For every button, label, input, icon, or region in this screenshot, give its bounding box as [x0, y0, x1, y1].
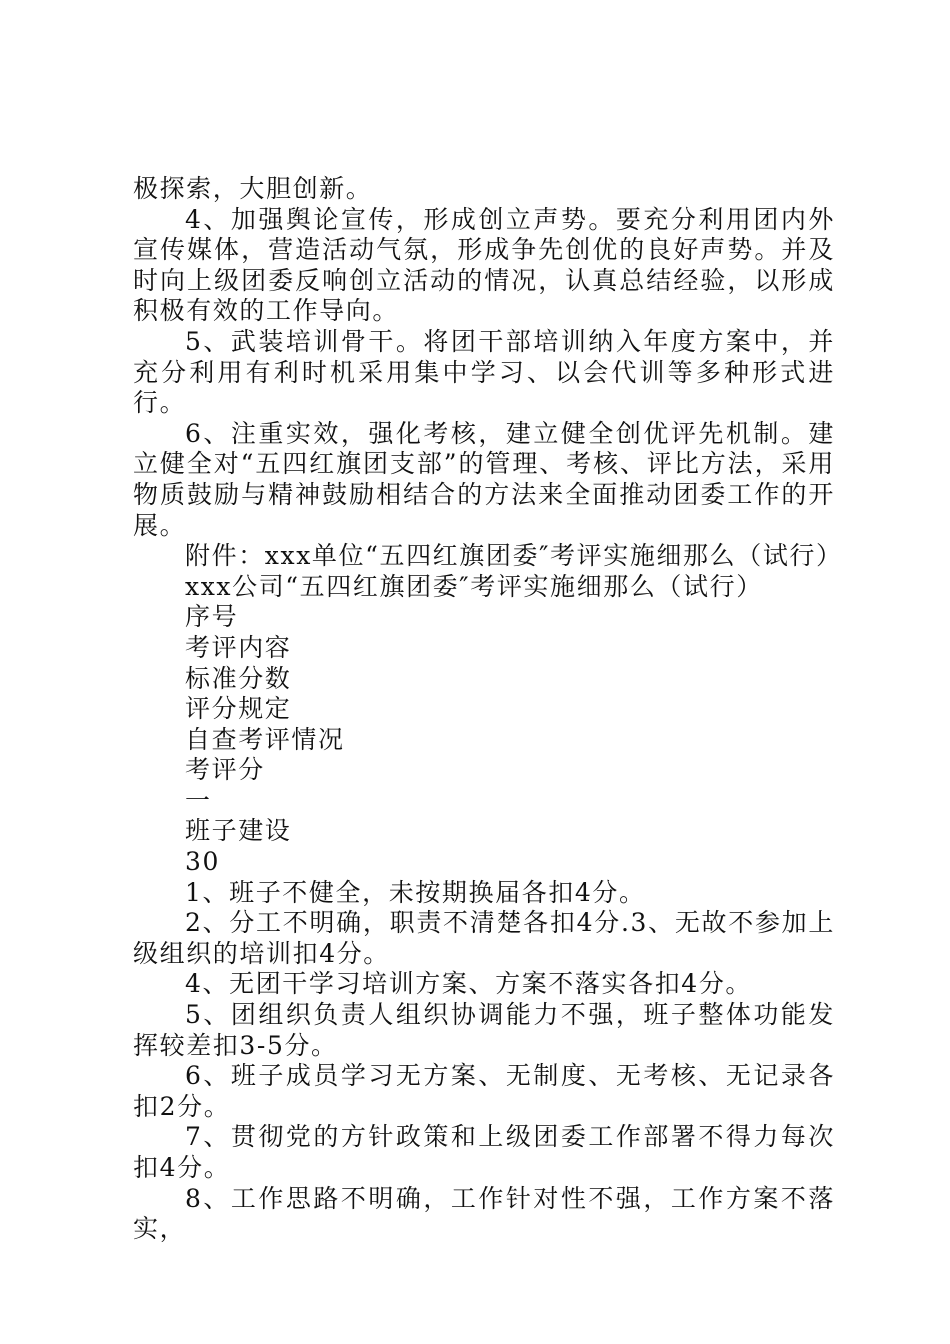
paragraph-continuation: 极探索，大胆创新。	[133, 174, 373, 203]
row-index: 一	[185, 785, 212, 815]
rule-item: 2、分工不明确，职责不清楚各扣4分.3、无故不参加上级组织的培训扣4分。	[133, 908, 835, 968]
rule-item: 6、班子成员学习无方案、无制度、无考核、无记录各扣2分。	[133, 1061, 835, 1121]
table-header-index: 序号	[185, 602, 239, 632]
row-content: 班子建设	[185, 816, 292, 846]
table-header-content: 考评内容	[185, 632, 292, 662]
rule-item: 8、工作思路不明确，工作针对性不强，工作方案不落实，	[133, 1183, 835, 1244]
rule-item: 4、无团干学习培训方案、方案不落实各扣4分。	[185, 969, 753, 999]
table-header-standard-score: 标准分数	[185, 663, 292, 693]
paragraph-item-4: 4、加强舆论宣传，形成创立声势。要充分利用团内外宣传媒体，营造活动气氛，形成争先创优的良好声势。并及时向上级团委反响创立活动的情况，认真总结经验，以形成积极有效的工作导向。	[133, 204, 835, 326]
rule-item: 5、团组织负责人组织协调能力不强，班子整体功能发挥较差扣3-5分。	[133, 1000, 835, 1060]
table-header-self-check: 自查考评情况	[185, 724, 345, 754]
table-header-rules: 评分规定	[185, 694, 292, 724]
rule-item: 1、班子不健全，未按期换届各扣4分。	[185, 877, 646, 907]
paragraph-item-5: 5、武装培训骨干。将团干部培训纳入年度方案中，并充分利用有利时机采用集中学习、以会代训等多种形式进行。	[133, 326, 835, 418]
table-title: xxx公司“五四红旗团委″考评实施细那么（试行）	[185, 571, 763, 601]
row-score: 30	[185, 847, 221, 877]
document-page	[133, 174, 843, 1245]
rule-item: 7、贯彻党的方针政策和上级团委工作部署不得力每次扣4分。	[133, 1122, 835, 1182]
attachment-line: 附件：xxx单位“五四红旗团委″考评实施细那么（试行）	[185, 541, 843, 571]
table-header-final-score: 考评分	[185, 755, 265, 785]
paragraph-item-6: 6、注重实效，强化考核，建立健全创优评先机制。建立健全对“五四红旗团支部”的管理、考核、评比方法，采用物质鼓励与精神鼓励相结合的方法来全面推动团委工作的开展。	[133, 418, 835, 540]
